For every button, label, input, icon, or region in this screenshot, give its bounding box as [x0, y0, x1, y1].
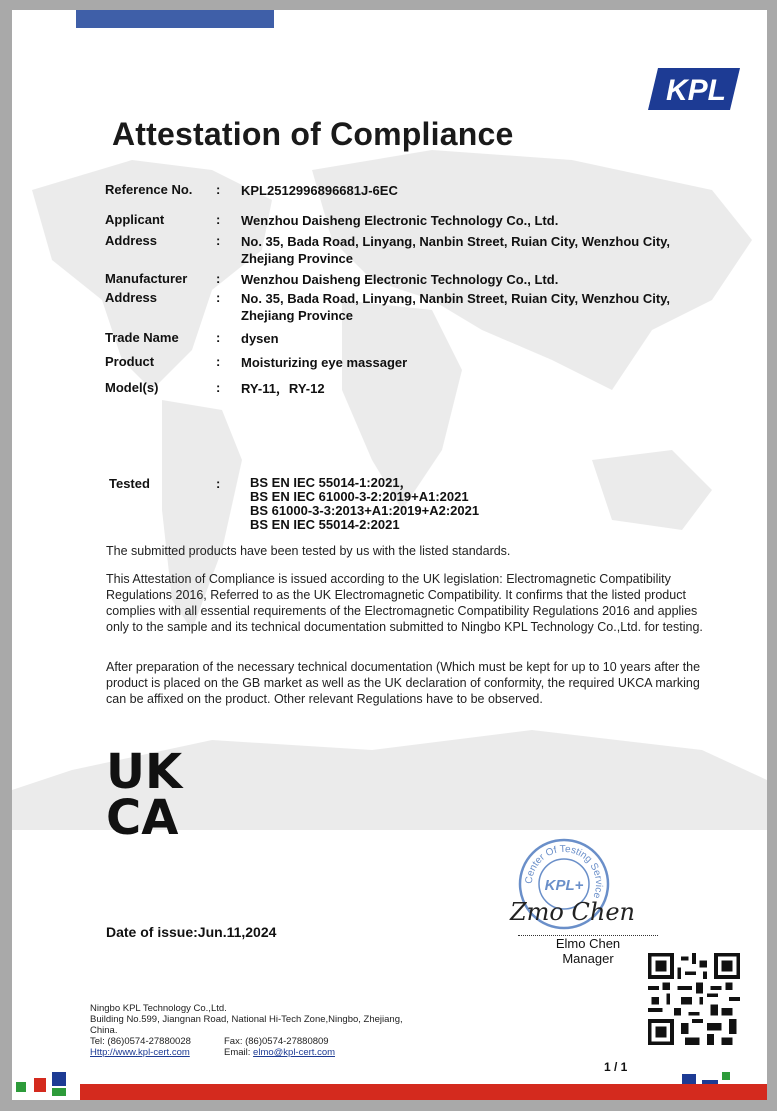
decor-square: [34, 1078, 46, 1092]
field-label: Product: [105, 354, 155, 369]
field-label: Address: [105, 233, 158, 248]
seal-center-text: KPL+: [544, 877, 584, 894]
decor-square: [722, 1072, 730, 1080]
page-title: Attestation of Compliance: [112, 116, 514, 152]
seal-ring-text: Center Of Testing Service: [523, 843, 605, 900]
qr-code: [648, 953, 740, 1045]
kpl-logo: [648, 66, 740, 112]
field-colon: :: [216, 380, 221, 395]
field-label: Address: [105, 290, 158, 305]
field-value: dysen: [241, 331, 279, 346]
field-value: Wenzhou Daisheng Electronic Technology Co., Ltd.: [241, 213, 559, 228]
field-colon: :: [216, 330, 221, 345]
field-value: RY-11，RY-12: [241, 381, 325, 396]
paragraph-attestation: This Attestation of Compliance is issued according to the UK legislation: Electromagnetic Compatibility Regulations 2016, Referred to as the UK Electromagnetic Compatibility. It confirms that the listed product complies with all essential requirements of the Electromagnetic Compatibility Regulations 2016 and applies only to the sample and its technical documentation submitted to Ningbo KPL Technology Co.,Ltd. for testing.: [106, 572, 703, 634]
footer-address-line2: China.: [90, 1025, 118, 1036]
bottom-red-stripe: [80, 1084, 767, 1100]
field-value: KPL2512996896681J-6EC: [241, 183, 398, 198]
decor-square: [52, 1072, 66, 1086]
field-label: Manufacturer: [105, 271, 188, 286]
page-number: 1 / 1: [604, 1060, 628, 1074]
field-label: Tested: [109, 476, 150, 491]
field-label: Reference No.: [105, 182, 193, 197]
signer-block: [532, 936, 644, 966]
footer-fax: Fax: (86)0574-27880809: [224, 1036, 329, 1047]
signature-text: Zmo Chen: [510, 898, 635, 926]
signer-name: Elmo Chen: [555, 936, 621, 951]
field-colon: :: [216, 476, 221, 491]
decor-square: [52, 1088, 66, 1096]
field-label: Applicant: [105, 212, 165, 227]
ukca-mark: [106, 748, 196, 838]
date-of-issue: Date of issue:Jun.11,2024: [106, 924, 277, 940]
ukca-line2: CA: [106, 790, 179, 838]
company-footer: [90, 1003, 403, 1058]
footer-company: Ningbo KPL Technology Co.,Ltd.: [90, 1003, 227, 1014]
field-label: Trade Name: [105, 330, 179, 345]
signature: [500, 890, 650, 932]
decor-square: [16, 1082, 26, 1092]
field-colon: :: [216, 290, 221, 305]
standard-item: BS EN IEC 55014-1:2021，: [250, 475, 413, 490]
certificate-page: [12, 10, 767, 1100]
standard-item: BS EN IEC 55014-2:2021: [250, 517, 400, 532]
field-colon: :: [216, 271, 221, 286]
paragraph-documentation: After preparation of the necessary technical documentation (Which must be kept for up to 10 years after the product is placed on the GB market as well as the UK declaration of conformity, the required UKCA marking can be affixed on the product. Other relevant Regulations have to be observed.: [106, 660, 701, 706]
standard-item: BS EN IEC 61000-3-2:2019+A1:2021: [250, 489, 469, 504]
field-value: No. 35, Bada Road, Linyang, Nanbin Street, Ruian City, Wenzhou City, Zhejiang Province: [241, 234, 671, 266]
field-value: Wenzhou Daisheng Electronic Technology Co., Ltd.: [241, 272, 559, 287]
footer-email-link[interactable]: elmo@kpl-cert.com: [253, 1047, 336, 1058]
footer-contact-row: [90, 1036, 403, 1047]
paragraph-tested-statement: The submitted products have been tested by us with the listed standards.: [106, 544, 511, 558]
logo-text: KPL: [666, 74, 726, 107]
field-label: Model(s): [105, 380, 159, 395]
standard-item: BS 61000-3-3:2013+A1:2019+A2:2021: [250, 503, 480, 518]
field-colon: :: [216, 212, 221, 227]
field-value: Moisturizing eye massager: [241, 355, 408, 370]
field-colon: :: [216, 233, 221, 248]
footer-tel: Tel: (86)0574-27880028: [90, 1036, 191, 1047]
field-colon: :: [216, 354, 221, 369]
top-accent-bar: [76, 10, 274, 28]
footer-website-link[interactable]: Http://www.kpl-cert.com: [90, 1047, 190, 1058]
signer-title: Manager: [562, 951, 614, 966]
footer-links-row: [90, 1047, 403, 1058]
field-value: No. 35, Bada Road, Linyang, Nanbin Street, Ruian City, Wenzhou City, Zhejiang Province: [241, 291, 671, 323]
field-colon: :: [216, 182, 221, 197]
standards-list: [250, 476, 725, 532]
footer-address-line1: Building No.599, Jiangnan Road, National Hi-Tech Zone,Ningbo, Zhejiang,: [90, 1014, 403, 1025]
footer-email-label: Email:: [224, 1047, 254, 1058]
ukca-line1: UK: [106, 748, 183, 800]
